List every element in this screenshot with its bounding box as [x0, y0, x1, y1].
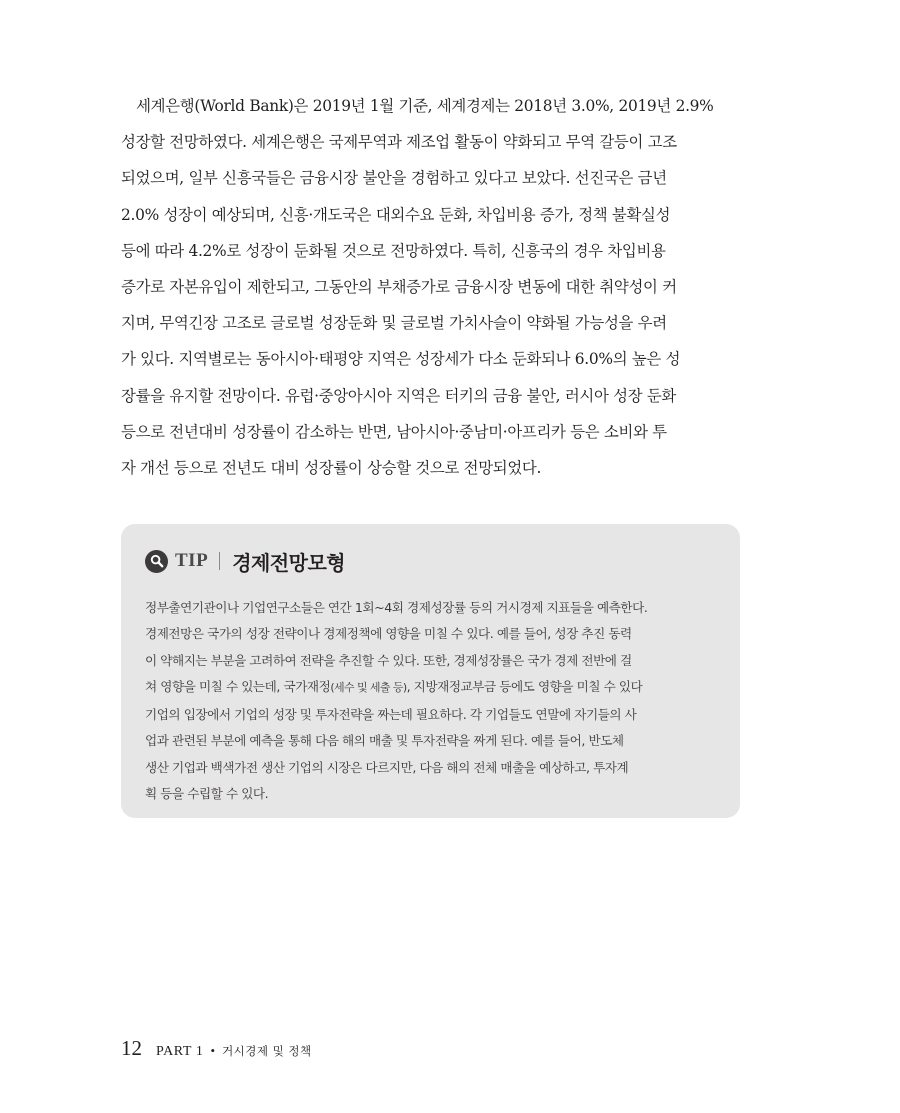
tip-line: 경제전망은 국가의 성장 전략이나 경제정책에 영향을 미칠 수 있다. 예를 들어, 성장 추진 동력 — [145, 626, 632, 642]
body-paragraph — [121, 88, 741, 486]
tip-line: 이 약해지는 부분을 고려하여 전략을 추진할 수 있다. 또한, 경제성장률은 국가 경제 전반에 걸 — [145, 652, 632, 668]
body-line: 되었으며, 일부 신흥국들은 금융시장 불안을 경험하고 있다고 보았다. 선진국은 금년 — [121, 169, 667, 188]
tip-line: 업과 관련된 부분에 예측을 통해 다음 해의 매출 및 투자전략을 짜게 된다. 예를 들어, 반도체 — [145, 733, 624, 749]
tip-header — [145, 546, 345, 576]
tip-line: 획 등을 수립할 수 있다. — [145, 786, 269, 802]
body-line: 2.0% 성장이 예상되며, 신흥·개도국은 대외수요 둔화, 차입비용 증가, 정책 불확실성 — [121, 205, 671, 224]
body-line: 등으로 전년대비 성장률이 감소하는 반면, 남아시아·중남미·아프리카 등은 소비와 투 — [121, 422, 667, 441]
tip-line-text: , 지방재정교부금 등에도 영향을 미칠 수 있다 — [406, 679, 643, 695]
tip-line-text: 쳐 영향을 미칠 수 있는데, 국가재정 — [145, 679, 331, 695]
body-line: 지며, 무역긴장 고조로 글로벌 성장둔화 및 글로벌 가치사슬이 약화될 가능성을 우려 — [121, 314, 667, 333]
body-line: 증가로 자본유입이 제한되고, 그동안의 부채증가로 금융시장 변동에 대한 취약성이 커 — [121, 278, 677, 297]
page-number: 12 — [121, 1036, 142, 1060]
body-line: 장률을 유지할 전망이다. 유럽·중앙아시아 지역은 터키의 금융 불안, 러시아 성장 둔화 — [121, 386, 676, 405]
body-line: 자 개선 등으로 전년도 대비 성장률이 상승할 것으로 전망되었다. — [121, 459, 542, 478]
page-footer — [121, 1036, 312, 1060]
tip-line: 생산 기업과 백색가전 생산 기업의 시장은 다르지만, 다음 해의 전체 매출을 예상하고, 투자계 — [145, 759, 629, 775]
tip-label: TIP — [175, 550, 209, 571]
bullet-separator: • — [210, 1043, 216, 1058]
tip-line: 기업의 입장에서 기업의 성장 및 투자전략을 짜는데 필요하다. 각 기업들도 연말에 자기들의 사 — [145, 707, 637, 722]
part-label: PART 1 — [156, 1044, 204, 1059]
tip-paragraph-1 — [145, 595, 725, 702]
tip-line: 정부출연기관이나 기업연구소들은 연간 1회~4회 경제성장률 등의 거시경제 지표들을 예측한다. — [145, 600, 648, 615]
tip-line-note: (세수 및 세출 등) — [330, 681, 407, 695]
body-line: 가 있다. 지역별로는 동아시아·태평양 지역은 성장세가 다소 둔화되나 6.0%의 높은 성 — [121, 350, 681, 369]
body-line: 세계은행(World Bank)은 2019년 1월 기준, 세계경제는 2018년 3.0%, 2019년 2.9% — [121, 97, 714, 115]
tip-line — [145, 674, 725, 701]
tip-box — [121, 524, 740, 818]
body-line: 등에 따라 4.2%로 성장이 둔화될 것으로 전망하였다. 특히, 신흥국의 경우 차입비용 — [121, 241, 666, 260]
tip-divider — [219, 552, 220, 570]
tip-paragraph-2 — [145, 702, 725, 808]
body-line: 성장할 전망하였다. 세계은행은 국제무역과 제조업 활동이 약화되고 무역 갈등이 고조 — [121, 133, 677, 152]
chapter-title: 거시경제 및 정책 — [222, 1044, 312, 1058]
magnifier-icon — [145, 550, 168, 573]
tip-title: 경제전망모형 — [232, 550, 346, 575]
